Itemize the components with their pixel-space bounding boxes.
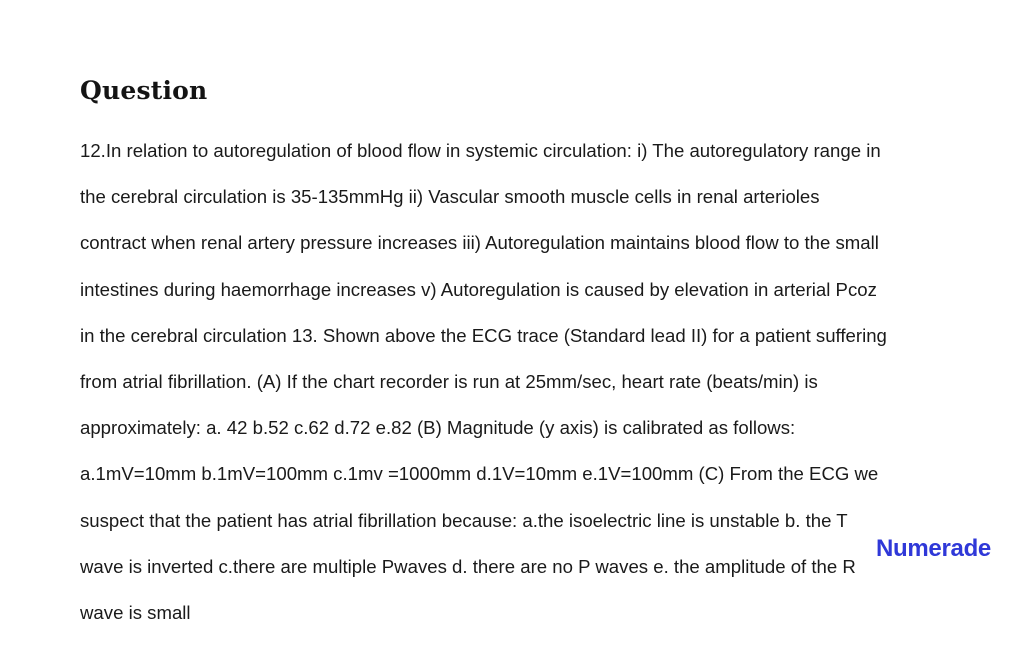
question-line: from atrial fibrillation. (A) If the chart recorder is run at 25mm/sec, heart rate (beats/min) is [80, 371, 818, 393]
question-line: in the cerebral circulation 13. Shown above the ECG trace (Standard lead II) for a patient suffering [80, 324, 887, 346]
question-heading: Question [80, 76, 208, 105]
question-line: suspect that the patient has atrial fibrillation because: a.the isoelectric line is unstable b. the T [80, 509, 848, 531]
question-line: a.1mV=10mm b.1mV=100mm c.1mv =1000mm d.1V=10mm e.1V=100mm (C) From the ECG we [80, 463, 879, 485]
question-line: intestines during haemorrhage increases v) Autoregulation is caused by elevation in arterial Pcoz [80, 278, 877, 300]
question-line: the cerebral circulation is 35-135mmHg ii) Vascular smooth muscle cells in renal arterioles [80, 186, 820, 208]
question-line: wave is small [80, 601, 191, 623]
numerade-logo: Numerade [876, 535, 991, 562]
question-line: approximately: a. 42 b.52 c.62 d.72 e.82 (B) Magnitude (y axis) is calibrated as follows: [80, 417, 796, 439]
question-body [80, 116, 946, 647]
question-line: 12.In relation to autoregulation of blood flow in systemic circulation: i) The autoregulatory range in [80, 140, 881, 162]
question-line: contract when renal artery pressure increases iii) Autoregulation maintains blood flow to the small [80, 232, 879, 254]
question-line: wave is inverted c.there are multiple Pwaves d. there are no P waves e. the amplitude of the R [80, 555, 856, 577]
